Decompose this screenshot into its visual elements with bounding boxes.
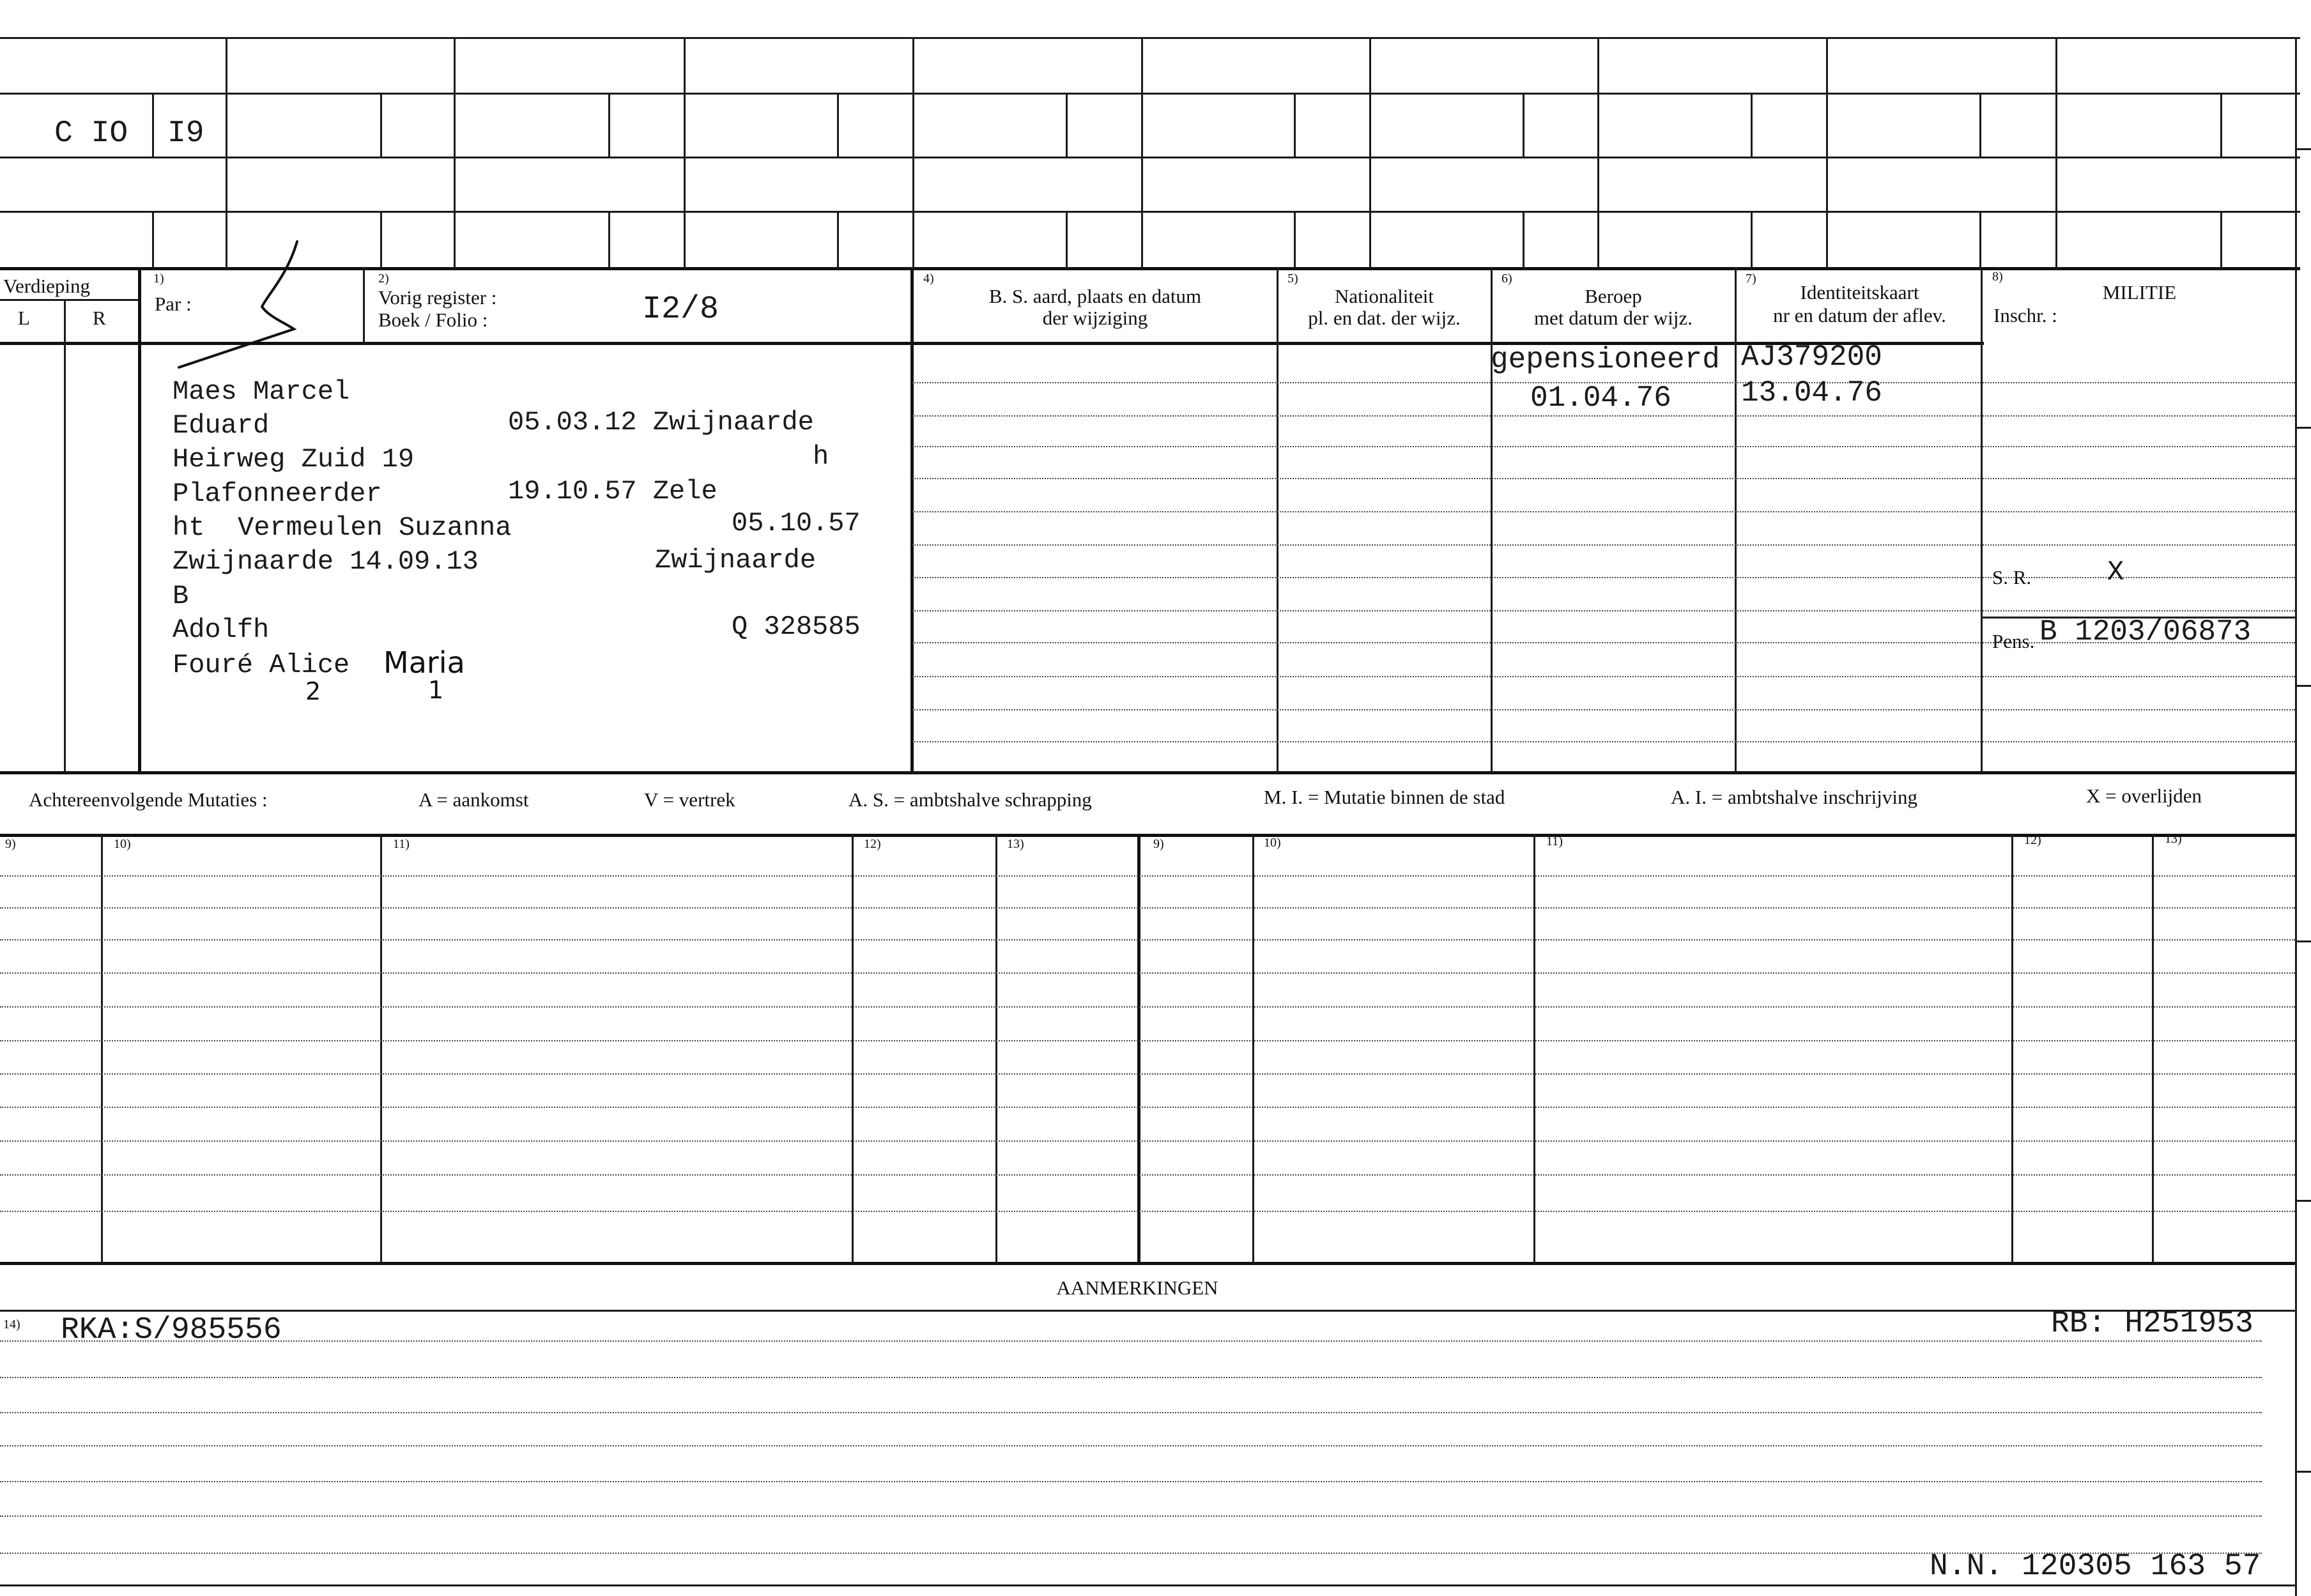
col-divider-bs — [910, 268, 914, 773]
person-address: Heirweg Zuid 19 — [173, 444, 415, 475]
rb-number: RB: H251953 — [2051, 1307, 2253, 1341]
mutation-row — [0, 972, 2295, 974]
col-divider-lr — [64, 299, 66, 772]
grid-col — [226, 38, 227, 268]
mutation-col — [1252, 834, 1254, 1265]
col-divider-id — [1735, 268, 1737, 773]
id-label-1: Identiteitskaart — [1800, 281, 1919, 303]
grid-sub-col — [380, 93, 382, 157]
mutation-col-num: 10) — [1264, 836, 1281, 850]
legend-a: A = aankomst — [418, 788, 529, 811]
col-r-label: R — [93, 307, 106, 329]
margin-tick — [2296, 1471, 2311, 1473]
mutation-row — [0, 875, 2295, 877]
code-a: C IO — [54, 116, 128, 151]
header-top-line — [0, 267, 2300, 270]
person-father: Adolfh — [173, 615, 270, 645]
grid-sub-col — [152, 93, 154, 157]
row-line — [912, 741, 2295, 742]
person-ht: ht — [173, 512, 205, 543]
person-birth: 05.03.12 Zwijnaarde — [508, 407, 814, 438]
sr-label: S. R. — [1992, 566, 2032, 588]
vorig-register-label: Vorig register : — [378, 286, 497, 309]
grid-col — [454, 38, 456, 268]
mutation-col — [995, 834, 997, 1265]
mutation-col-num: 12) — [2024, 833, 2041, 847]
par-label: Par : — [155, 293, 192, 315]
grid-sub-col — [1066, 93, 1068, 157]
legend-as: A. S. = ambtshalve schrapping — [848, 788, 1092, 811]
mutation-row — [0, 907, 2295, 909]
person-code: Q 328585 — [732, 611, 861, 642]
mutation-row — [0, 1107, 2295, 1108]
row-line — [912, 610, 2295, 611]
person-job: Plafonneerder — [173, 479, 382, 509]
remarks-top-line — [0, 1310, 2295, 1312]
hand-number-2: 2 — [305, 677, 321, 705]
row-line — [912, 544, 2295, 546]
verdieping-label: Verdieping — [3, 275, 91, 297]
row-line — [912, 446, 2295, 447]
grid-sub-col — [608, 93, 610, 157]
col-divider-nat — [1277, 268, 1278, 773]
grid-line — [0, 93, 2300, 95]
row-line — [912, 709, 2295, 710]
mutation-row — [0, 1006, 2295, 1008]
person-mother-hand: Maria — [383, 645, 465, 680]
person-name: Maes Marcel — [173, 376, 350, 407]
grid-col — [1369, 38, 1371, 268]
col-num: 4) — [923, 272, 934, 286]
margin-tick — [2296, 940, 2311, 942]
id-number: AJ379200 — [1741, 341, 1882, 374]
margin-tick — [2296, 685, 2311, 687]
margin-tick — [2296, 148, 2311, 150]
grid-col — [1597, 38, 1599, 268]
person-spouse-place: Zwijnaarde — [655, 545, 817, 576]
row-line — [912, 478, 2295, 479]
mutation-col — [852, 834, 854, 1265]
mutation-col — [1533, 834, 1535, 1265]
col-l-label: L — [18, 307, 30, 329]
beroep-label-1: Beroep — [1585, 285, 1642, 307]
grid-col — [2055, 38, 2057, 268]
row-line — [912, 676, 2295, 677]
grid-line — [0, 211, 2300, 213]
remarks-bottom-line — [0, 1584, 2295, 1586]
grid-sub-col — [1066, 211, 1068, 268]
nat-label-1: Nationaliteit — [1335, 285, 1434, 307]
grid-sub-col — [1294, 211, 1296, 268]
mutation-col — [101, 834, 103, 1265]
person-mark: h — [813, 441, 829, 472]
mutation-bottom-line — [0, 1262, 2295, 1265]
bs-label-1: B. S. aard, plaats en datum — [988, 285, 1202, 307]
grid-sub-col — [1523, 211, 1524, 268]
col-divider-par — [138, 268, 141, 773]
grid-col — [1141, 38, 1143, 268]
person-job-date: 19.10.57 Zele — [508, 476, 718, 507]
verdieping-split — [0, 299, 141, 301]
remarks-row — [0, 1515, 2262, 1517]
col-divider-vorig — [363, 268, 365, 342]
mutation-col — [2011, 834, 2013, 1265]
col-num: 1) — [153, 272, 164, 286]
mutation-col-num: 9) — [1153, 837, 1164, 851]
grid-sub-col — [1751, 211, 1753, 268]
code-b: I9 — [167, 116, 204, 151]
mutation-row — [0, 1174, 2295, 1176]
row-line — [912, 511, 2295, 512]
mutation-row — [0, 1073, 2295, 1075]
beroep-date: 01.04.76 — [1530, 381, 1671, 415]
col-num: 2) — [378, 272, 389, 286]
person-b: B — [173, 581, 189, 611]
row-line — [912, 415, 2295, 417]
mutation-col — [380, 834, 382, 1265]
nat-label-2: pl. en dat. der wijz. — [1308, 307, 1461, 329]
rka-number: RKA:S/985556 — [61, 1313, 282, 1347]
row-line — [912, 577, 2295, 578]
grid-sub-col — [1979, 93, 1981, 157]
mutaties-label: Achtereenvolgende Mutaties : — [29, 788, 268, 811]
grid-col — [1826, 38, 1828, 268]
top-border — [0, 37, 2300, 39]
margin-tick — [2296, 427, 2311, 429]
remarks-row — [0, 1481, 2262, 1482]
remarks-row — [0, 1412, 2262, 1413]
body-bottom-line — [0, 771, 2295, 774]
right-border — [2295, 37, 2297, 1596]
legend-mi: M. I. = Mutatie binnen de stad — [1264, 786, 1505, 808]
col-num: 6) — [1501, 272, 1512, 286]
grid-sub-col — [837, 93, 839, 157]
person-mother: Fouré Alice — [173, 650, 350, 680]
pen-stroke-icon — [173, 236, 313, 377]
pens-value: B 1203/06873 — [2039, 615, 2252, 648]
person-spouse-birth: Zwijnaarde 14.09.13 — [173, 546, 479, 577]
mutation-col-num: 10) — [114, 837, 131, 851]
inschr-label: Inschr. : — [1993, 304, 2057, 326]
remarks-row — [0, 1553, 2262, 1554]
sr-value: X — [2107, 556, 2124, 588]
mutation-row — [0, 939, 2295, 940]
legend-x: X = overlijden — [2086, 785, 2202, 807]
grid-col — [912, 38, 914, 268]
mutation-row — [0, 1211, 2295, 1212]
militie-label: MILITIE — [2102, 281, 2177, 303]
grid-sub-col — [1979, 211, 1981, 268]
remarks-title: AANMERKINGEN — [1056, 1277, 1218, 1299]
person-given-name: Eduard — [173, 410, 270, 441]
nn-number: N.N. 120305 163 57 — [1930, 1549, 2261, 1584]
legend-v: V = vertrek — [644, 788, 735, 811]
beroep-label-2: met datum der wijz. — [1534, 307, 1693, 329]
mutation-col-num: 12) — [864, 837, 881, 851]
legend-ai: A. I. = ambtshalve inschrijving — [1671, 786, 1917, 808]
grid-sub-col — [837, 211, 839, 268]
grid-sub-col — [2220, 93, 2222, 157]
col-divider-militie — [1981, 268, 1983, 773]
col-num: 8) — [1992, 270, 2003, 284]
mutation-top-line — [0, 834, 2295, 837]
remarks-row — [0, 1377, 2262, 1378]
id-date: 13.04.76 — [1741, 376, 1882, 410]
beroep-value: gepensioneerd — [1491, 343, 1720, 376]
bs-label-2: der wijziging — [1042, 307, 1148, 329]
col-num: 5) — [1287, 272, 1298, 286]
grid-line — [0, 157, 2300, 158]
mutation-col-num: 13) — [2165, 832, 2182, 846]
boek-folio-value: I2/8 — [642, 291, 719, 328]
pens-label: Pens. — [1992, 630, 2035, 652]
boek-folio-label: Boek / Folio : — [378, 309, 488, 331]
mutation-row — [0, 1040, 2295, 1041]
person-marriage-date: 05.10.57 — [732, 508, 861, 539]
grid-sub-col — [1523, 93, 1524, 157]
id-label-2: nr en datum der aflev. — [1773, 304, 1946, 326]
mutation-col-num: 13) — [1007, 837, 1024, 851]
hand-number-1: 1 — [428, 676, 444, 704]
mutation-col-num: 11) — [393, 837, 410, 851]
grid-sub-col — [152, 211, 154, 268]
mutation-col-center — [1137, 834, 1140, 1265]
col-num: 7) — [1746, 272, 1756, 286]
grid-sub-col — [1751, 93, 1753, 157]
mutation-col — [2152, 834, 2154, 1265]
grid-sub-col — [1294, 93, 1296, 157]
grid-col — [684, 38, 686, 268]
margin-tick — [2296, 1200, 2311, 1202]
remarks-num: 14) — [3, 1317, 20, 1331]
mutation-col-num: 11) — [1546, 834, 1563, 848]
person-spouse: Vermeulen Suzanna — [238, 512, 512, 543]
remarks-row — [0, 1445, 2262, 1446]
mutation-col-num: 9) — [5, 837, 16, 851]
grid-sub-col — [608, 211, 610, 268]
grid-sub-col — [2220, 211, 2222, 268]
remarks-row — [0, 1340, 2262, 1342]
grid-sub-col — [380, 211, 382, 268]
mutation-row — [0, 1140, 2295, 1142]
